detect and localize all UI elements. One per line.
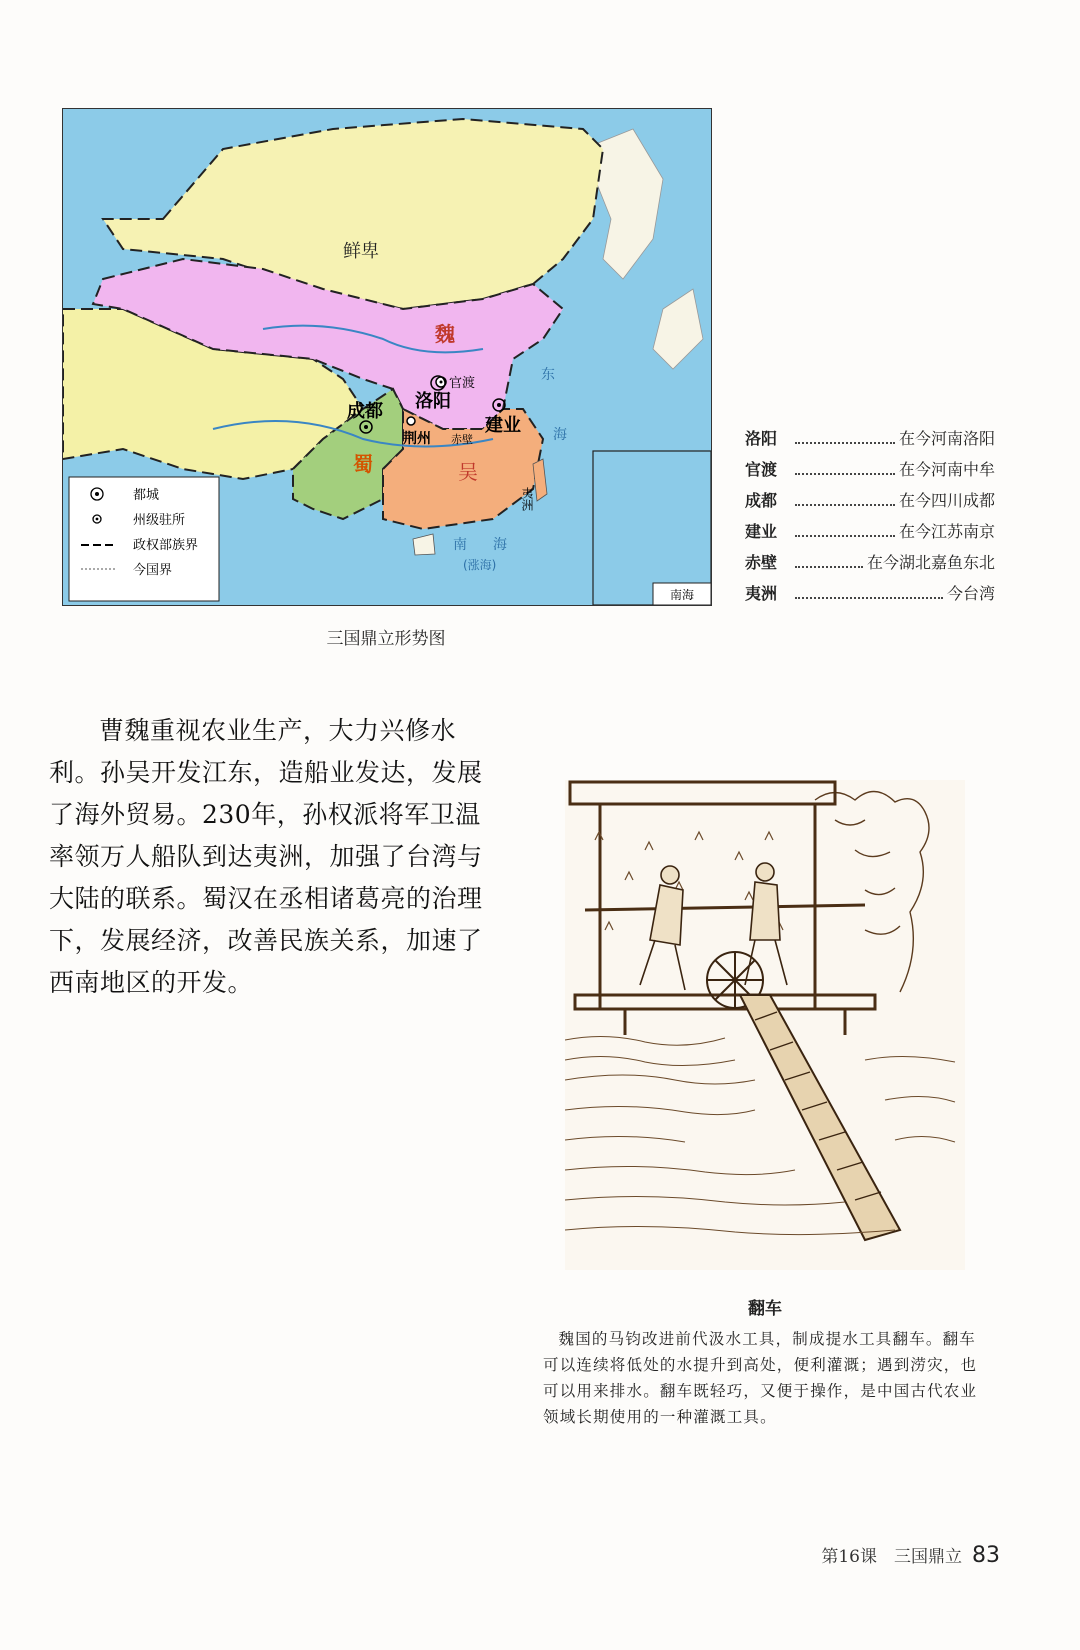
legend-boundary-label: 政权部族界 [133, 538, 199, 553]
label-shu: 蜀 [353, 452, 373, 476]
leader-dots [795, 504, 895, 506]
place-location: 在今四川成都 [898, 491, 995, 510]
label-luoyang: 洛阳 [415, 391, 451, 412]
body-paragraph: 曹魏重视农业生产，大力兴修水利。孙吴开发江东，造船业发达，发展了海外贸易。230年，孙权派将军卫温率领万人船队到达夷洲，加强了台湾与大陆的联系。蜀汉在丞相诸葛亮的治理下，发展经济，改善民族关系，加速了西南地区的开发。 [49, 716, 483, 997]
label-zhanghai: (涨海) [463, 558, 497, 572]
place-name: 赤壁 [745, 553, 778, 572]
marker-jingzhou [407, 417, 415, 425]
label-south: 南 [453, 537, 467, 553]
label-jianye: 建业 [485, 415, 521, 436]
label-chengdu: 成都 [347, 401, 383, 422]
place-note-row [745, 457, 995, 488]
leader-dots [795, 442, 895, 444]
label-east-sea: 东 [541, 367, 555, 383]
label-jingzhou: 荆州 [403, 431, 431, 447]
map-svg [63, 109, 711, 605]
place-location: 在今河南中牟 [898, 460, 995, 479]
place-name: 夷洲 [745, 584, 778, 603]
page-number: 83 [972, 1543, 1000, 1568]
place-note-row [745, 581, 995, 612]
fanche-drawing [565, 780, 965, 1270]
legend-capital-label: 都城 [133, 488, 160, 503]
map-caption: 三国鼎立形势图 [326, 629, 446, 649]
place-location: 在今湖北嘉鱼东北 [866, 553, 995, 572]
place-location: 在今江苏南京 [898, 522, 995, 541]
label-south-sea: 海 [493, 537, 507, 553]
label-sea: 海 [553, 427, 567, 443]
legend-prefecture-symbol [93, 515, 101, 523]
label-xianbei: 鲜卑 [343, 241, 379, 262]
south-sea-inset [593, 451, 711, 605]
leader-dots [795, 473, 895, 475]
place-note-row [745, 488, 995, 519]
place-location: 在今河南洛阳 [898, 429, 995, 448]
label-wu: 吴 [458, 460, 478, 484]
place-notes [745, 426, 995, 612]
leader-dots [795, 566, 863, 568]
label-yizhou: 夷洲 [520, 487, 534, 511]
place-name: 建业 [745, 522, 778, 541]
label-chibi: 赤壁 [451, 433, 473, 446]
figure-title: 翻车 [748, 1299, 782, 1319]
leader-dots [795, 597, 943, 599]
place-note-row [745, 519, 995, 550]
lesson-title: 第16课 三国鼎立 [821, 1547, 962, 1567]
place-note-row [745, 550, 995, 581]
place-name: 成都 [745, 491, 778, 510]
place-name: 洛阳 [745, 429, 778, 448]
label-wei: 魏 [435, 322, 455, 346]
inset-label: 南海 [669, 588, 695, 602]
legend-prefecture-label: 州级驻所 [133, 513, 186, 528]
leader-dots [795, 535, 895, 537]
place-note-row [745, 426, 995, 457]
place-name: 官渡 [745, 460, 778, 479]
legend-modern-label: 今国界 [133, 563, 173, 578]
figure-description: 魏国的马钧改进前代汲水工具，制成提水工具翻车。翻车可以连续将低处的水提升到高处，便利灌溉；遇到涝灾，也可以用来排水。翻车既轻巧，又便于操作，是中国古代农业领域长期使用的一种灌溉工具。 [543, 1330, 978, 1426]
place-location: 今台湾 [946, 584, 995, 603]
label-guandu: 官渡 [449, 376, 476, 391]
three-kingdoms-map [62, 108, 712, 606]
fanche-illustration [565, 780, 965, 1270]
page-footer [821, 1542, 1000, 1568]
